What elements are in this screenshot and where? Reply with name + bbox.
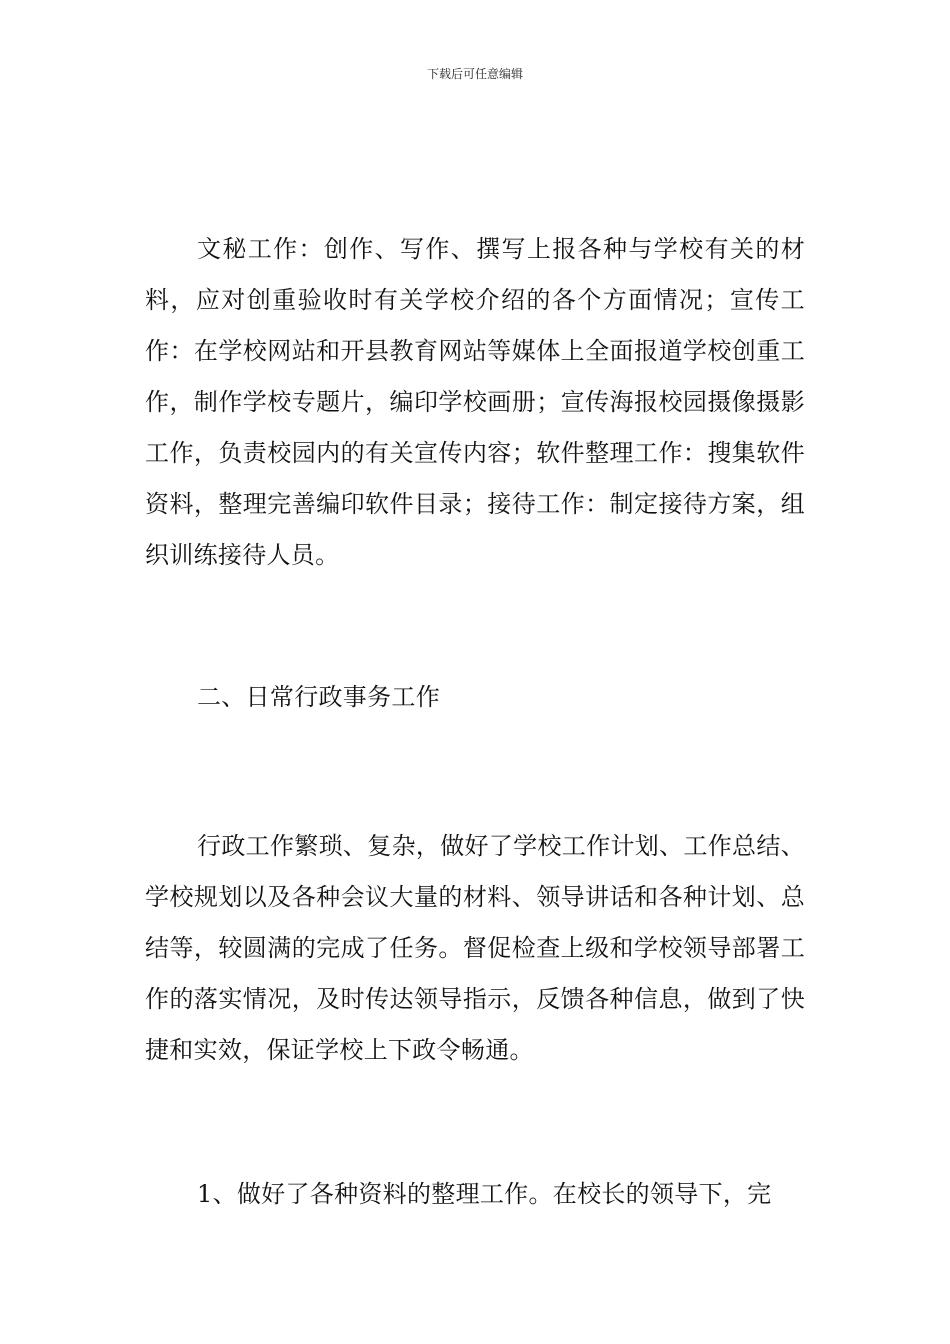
- paragraph-item-1: 1、做好了各种资料的整理工作。在校长的领导下，完: [197, 1180, 772, 1208]
- paragraph-secretarial-work: 文秘工作：创作、写作、撰写上报各种与学校有关的材料，应对创重验收时有关学校介绍的各个方面情况；宣传工作：在学校网站和开县教育网站等媒体上全面报道学校创重工作，制作学校专题片，编印学校画册；宣传海报校园摄像摄影工作，负责校园内的有关宣传内容；软件整理工作：搜集软件资料，整理完善编印软件目录；接待工作：制定接待方案，组织训练接待人员。: [145, 235, 805, 569]
- page-header: 下载后可任意编辑: [426, 67, 523, 81]
- section-heading-daily-admin: 二、日常行政事务工作: [197, 683, 440, 711]
- paragraph-admin-work: 行政工作繁琐、复杂，做好了学校工作计划、工作总结、学校规划以及各种会议大量的材料、领导讲话和各种计划、总结等，较圆满的完成了任务。督促检查上级和学校领导部署工作的落实情况，及时传达领导指示，反馈各种信息，做到了快捷和实效，保证学校上下政令畅通。: [145, 832, 805, 1064]
